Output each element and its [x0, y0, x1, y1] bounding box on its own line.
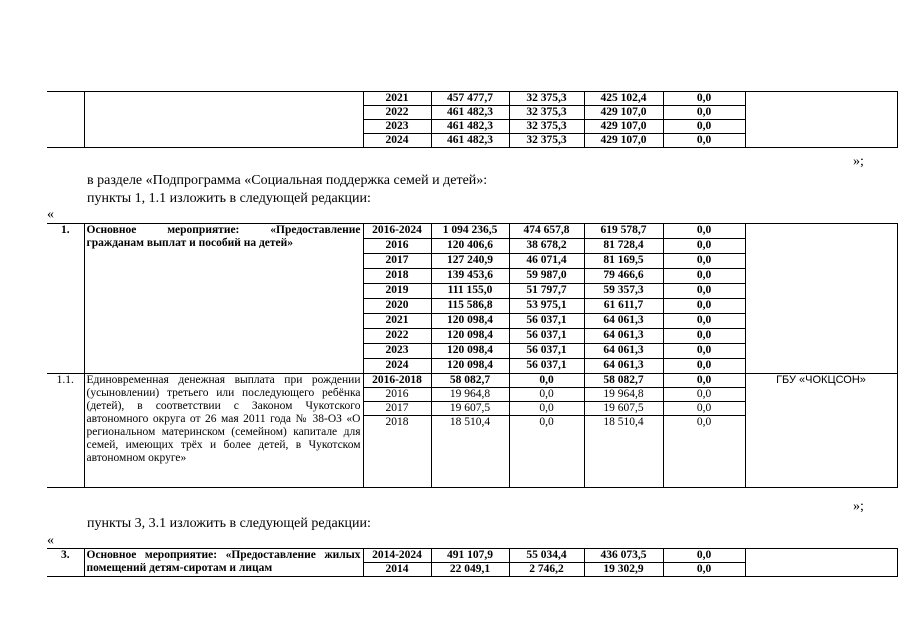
executor-cell: ГБУ «ЧОКЦСОН»: [745, 374, 897, 488]
total-cell: 139 453,6: [431, 269, 509, 284]
federal-cell: 474 657,8: [509, 224, 584, 239]
table-main: [47, 223, 898, 488]
closing-quote-1: »;: [853, 154, 864, 169]
federal-cell: 51 797,7: [509, 284, 584, 299]
other-cell: 0,0: [663, 239, 745, 254]
year-cell: 2016: [363, 239, 431, 254]
other-cell: 0,0: [663, 388, 745, 402]
regional-cell: 81 169,5: [584, 254, 663, 269]
other-cell: 0,0: [663, 120, 745, 134]
other-cell: 0,0: [663, 402, 745, 416]
regional-cell: 64 061,3: [584, 314, 663, 329]
total-cell: 127 240,9: [431, 254, 509, 269]
federal-cell: 56 037,1: [509, 314, 584, 329]
num-cell: [47, 92, 84, 148]
federal-cell: 56 037,1: [509, 329, 584, 344]
regional-cell: 61 611,7: [584, 299, 663, 314]
other-cell: 0,0: [663, 299, 745, 314]
federal-cell: 55 034,4: [509, 549, 584, 563]
year-cell: 2021: [363, 92, 431, 106]
federal-cell: 56 037,1: [509, 359, 584, 374]
regional-cell: 19 302,9: [584, 563, 663, 577]
federal-cell: 32 375,3: [509, 92, 584, 106]
year-cell: 2022: [363, 106, 431, 120]
item-number: 1.: [47, 224, 84, 374]
regional-cell: 64 061,3: [584, 329, 663, 344]
regional-cell: 79 466,6: [584, 269, 663, 284]
total-cell: 1 094 236,5: [431, 224, 509, 239]
opening-quote-1: «: [47, 207, 54, 222]
year-cell: 2024: [363, 134, 431, 148]
table-row: [47, 549, 897, 563]
item-title: Основное мероприятие: «Предоставление гражданам выплат и пособий на детей»: [84, 224, 363, 374]
total-cell: 120 098,4: [431, 344, 509, 359]
federal-cell: 2 746,2: [509, 563, 584, 577]
federal-cell: 53 975,1: [509, 299, 584, 314]
other-cell: 0,0: [663, 224, 745, 239]
year-cell: 2018: [363, 269, 431, 284]
total-cell: 111 155,0: [431, 284, 509, 299]
federal-cell: 32 375,3: [509, 106, 584, 120]
regional-cell: 436 073,5: [584, 549, 663, 563]
item-title: Основное мероприятие: «Предоставление жилых помещений детям-сиротам и лицам: [84, 549, 363, 577]
year-cell: 2022: [363, 329, 431, 344]
regional-cell: 19 607,5: [584, 402, 663, 416]
year-cell: 2014: [363, 563, 431, 577]
total-cell: 18 510,4: [431, 416, 509, 488]
regional-cell: 64 061,3: [584, 344, 663, 359]
other-cell: 0,0: [663, 92, 745, 106]
year-cell: 2018: [363, 416, 431, 488]
federal-cell: 32 375,3: [509, 120, 584, 134]
other-cell: 0,0: [663, 106, 745, 120]
federal-cell: 0,0: [509, 374, 584, 388]
total-cell: 120 098,4: [431, 314, 509, 329]
total-cell: 461 482,3: [431, 120, 509, 134]
opening-quote-2: «: [47, 533, 54, 548]
other-cell: 0,0: [663, 329, 745, 344]
year-cell: 2020: [363, 299, 431, 314]
instruction-2: пункты 3, 3.1 изложить в следующей редакции:: [87, 516, 371, 531]
year-cell: 2023: [363, 120, 431, 134]
other-cell: 0,0: [663, 549, 745, 563]
regional-cell: 425 102,4: [584, 92, 663, 106]
total-cell: 120 406,6: [431, 239, 509, 254]
other-cell: 0,0: [663, 134, 745, 148]
year-cell: 2016-2018: [363, 374, 431, 388]
year-cell: 2017: [363, 254, 431, 269]
executor-cell: [745, 549, 897, 577]
other-cell: 0,0: [663, 314, 745, 329]
year-cell: 2016: [363, 388, 431, 402]
total-cell: 120 098,4: [431, 329, 509, 344]
year-cell: 2016-2024: [363, 224, 431, 239]
total-cell: 19 964,8: [431, 388, 509, 402]
other-cell: 0,0: [663, 269, 745, 284]
regional-cell: 59 357,3: [584, 284, 663, 299]
other-cell: 0,0: [663, 416, 745, 488]
regional-cell: 619 578,7: [584, 224, 663, 239]
year-cell: 2014-2024: [363, 549, 431, 563]
item-number: 1.1.: [47, 374, 84, 488]
other-cell: 0,0: [663, 344, 745, 359]
regional-cell: 429 107,0: [584, 106, 663, 120]
federal-cell: 32 375,3: [509, 134, 584, 148]
table-row: [47, 224, 897, 239]
total-cell: 457 477,7: [431, 92, 509, 106]
federal-cell: 0,0: [509, 402, 584, 416]
table-row: [47, 374, 897, 388]
section-text: в разделе «Подпрограмма «Социальная поддержка семей и детей»:: [87, 173, 488, 188]
year-cell: 2019: [363, 284, 431, 299]
year-cell: 2017: [363, 402, 431, 416]
total-cell: 58 082,7: [431, 374, 509, 388]
executor-cell: [745, 92, 897, 148]
federal-cell: 56 037,1: [509, 344, 584, 359]
other-cell: 0,0: [663, 374, 745, 388]
other-cell: 0,0: [663, 563, 745, 577]
executor-cell: [745, 224, 897, 374]
federal-cell: 0,0: [509, 388, 584, 402]
total-cell: 115 586,8: [431, 299, 509, 314]
closing-quote-2: »;: [853, 499, 864, 514]
table-row: [47, 92, 897, 106]
federal-cell: 46 071,4: [509, 254, 584, 269]
total-cell: 461 482,3: [431, 106, 509, 120]
total-cell: 120 098,4: [431, 359, 509, 374]
federal-cell: 38 678,2: [509, 239, 584, 254]
table-continuation: [47, 91, 898, 148]
table-item-3: [47, 548, 898, 577]
year-cell: 2023: [363, 344, 431, 359]
regional-cell: 19 964,8: [584, 388, 663, 402]
year-cell: 2021: [363, 314, 431, 329]
instruction-1: пункты 1, 1.1 изложить в следующей редакции:: [87, 191, 371, 206]
regional-cell: 429 107,0: [584, 120, 663, 134]
item-number: 3.: [47, 549, 84, 577]
regional-cell: 64 061,3: [584, 359, 663, 374]
total-cell: 19 607,5: [431, 402, 509, 416]
total-cell: 491 107,9: [431, 549, 509, 563]
title-cell: [84, 92, 363, 148]
item-description: Единовременная денежная выплата при рождении (усыновлении) третьего или последующего ребёнка (детей), в соответствии с Законом Чукотского автономного округа от 26 мая 2011 года № 38-ОЗ «О региональном материнском (семейном) капитале для семей, имеющих трёх и более детей, в Чукотском автономном округе»: [84, 374, 363, 488]
regional-cell: 81 728,4: [584, 239, 663, 254]
federal-cell: 0,0: [509, 416, 584, 488]
regional-cell: 58 082,7: [584, 374, 663, 388]
total-cell: 461 482,3: [431, 134, 509, 148]
year-cell: 2024: [363, 359, 431, 374]
total-cell: 22 049,1: [431, 563, 509, 577]
regional-cell: 429 107,0: [584, 134, 663, 148]
other-cell: 0,0: [663, 254, 745, 269]
other-cell: 0,0: [663, 359, 745, 374]
federal-cell: 59 987,0: [509, 269, 584, 284]
regional-cell: 18 510,4: [584, 416, 663, 488]
other-cell: 0,0: [663, 284, 745, 299]
